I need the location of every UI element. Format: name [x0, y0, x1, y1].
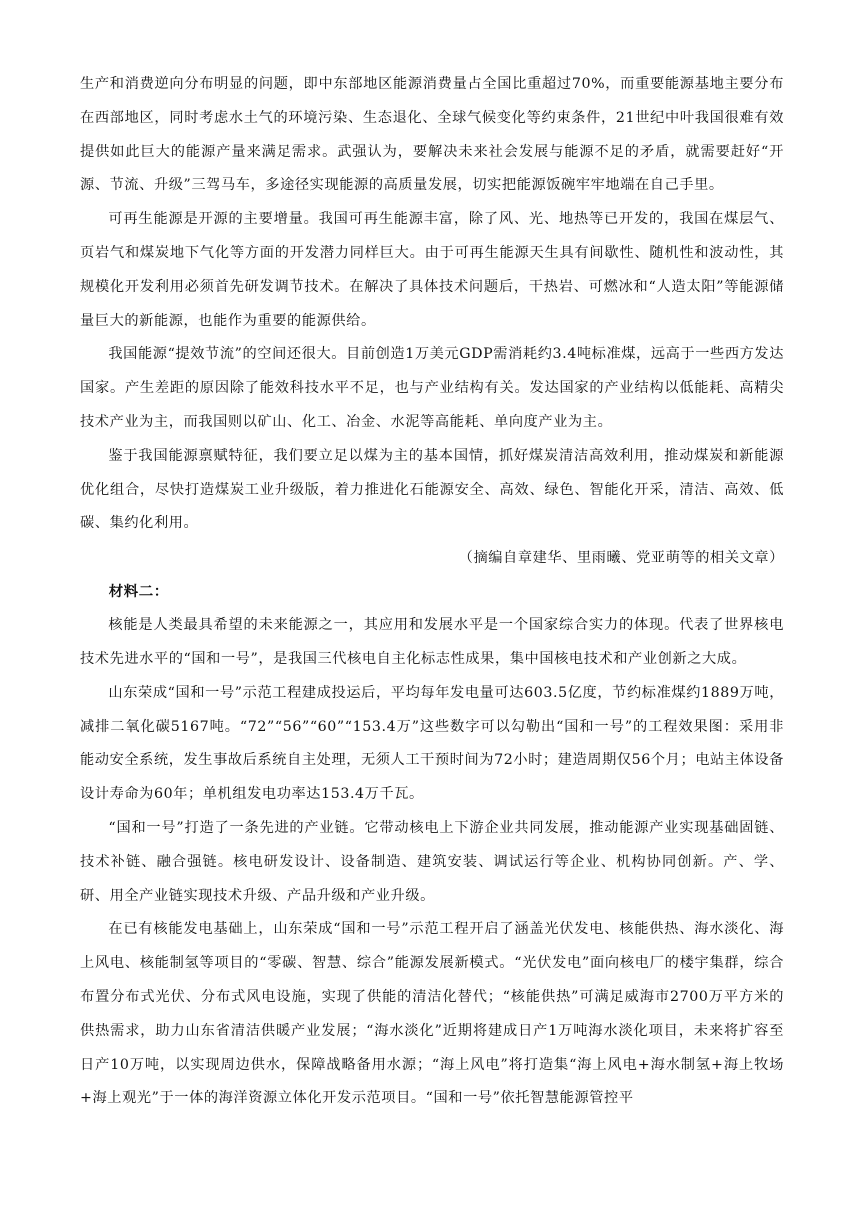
section-heading: 材料二：	[108, 583, 169, 601]
paragraph: 可再生能源是开源的主要增量。我国可再生能源丰富，除了风、光、地热等已开发的，我国在煤层气、页岩气和煤炭地下气化等方面的开发潜力同样巨大。由于可再生能源天生具有间歇性、随机性和波动性，其规模化开发利用必须首先研发调节技术。在解决了具体技术问题后，干热岩、可燃冰和“人造太阳”等能源储量巨大的新能源，也能作为重要的能源供给。	[80, 211, 784, 329]
paragraph: 山东荣成“国和一号”示范工程建成投运后，平均每年发电量可达603.5亿度，节约标准煤约1889万吨，减排二氧化碳5167吨。“72”“56”“60”“153.4万”这些数字可以勾勒出“国和一号”的工程效果图：采用非能动安全系统，发生事故后系统自主处理，无须人工干预时间为72小时；建造周期仅56个月；电站主体设备设计寿命为60年；单机组发电功率达153.4万千瓦。	[80, 684, 784, 803]
paragraph: 鉴于我国能源禀赋特征，我们要立足以煤为主的基本国情，抓好煤炭清洁高效利用，推动煤炭和新能源优化组合，尽快打造煤炭工业升级版，着力推进化石能源安全、高效、绿色、智能化开采，清洁、高效、低碳、集约化利用。	[80, 447, 784, 532]
source-note: （摘编自章建华、里雨曦、党亚萌等的相关文章）	[458, 550, 784, 567]
paragraph: 生产和消费逆向分布明显的问题，即中东部地区能源消费量占全国比重超过70%，而重要能源基地主要分布在西部地区，同时考虑水土气的环境污染、生态退化、全球气候变化等约束条件，21世纪中叶我国很难有效提供如此巨大的能源产量来满足需求。武强认为，要解决未来社会发展与能源不足的矛盾，就需要赶好“开源、节流、升级”三驾马车，多途径实现能源的高质量发展，切实把能源饭碗牢牢地端在自己手里。	[80, 76, 784, 194]
paragraph: “国和一号”打造了一条先进的产业链。它带动核电上下游企业共同发展，推动能源产业实现基础固链、技术补链、融合强链。核电研发设计、设备制造、建筑安装、调试运行等企业、机构协同创新。产、学、研、用全产业链实现技术升级、产品升级和产业升级。	[80, 819, 784, 904]
paragraph: 在已有核能发电基础上，山东荣成“国和一号”示范工程开启了涵盖光伏发电、核能供热、海水淡化、海上风电、核能制氢等项目的“零碳、智慧、综合”能源发展新模式。“光伏发电”面向核电厂的楼宇集群，综合布置分布式光伏、分布式风电设施，实现了供能的清洁化替代；“核能供热”可满足威海市2700万平方米的供热需求，助力山东省清洁供暖产业发展；“海水淡化”近期将建成日产1万吨海水淡化项目，未来将扩容至日产10万吨，以实现周边供水，保障战略备用水源；“海上风电”将打造集“海上风电+海水制氢+海上牧场+海上观光”于一体的海洋资源立体化开发示范项目。“国和一号”依托智慧能源管控平	[80, 921, 784, 1107]
document-page	[80, 68, 784, 1116]
paragraph: 我国能源“提效节流”的空间还很大。目前创造1万美元GDP需消耗约3.4吨标准煤，远高于一些西方发达国家。产生差距的原因除了能效科技水平不足，也与产业结构有关。发达国家的产业结构以低能耗、高精尖技术产业为主，而我国则以矿山、化工、冶金、水泥等高能耗、单向度产业为主。	[80, 346, 784, 430]
paragraph: 核能是人类最具希望的未来能源之一，其应用和发展水平是一个国家综合实力的体现。代表了世界核电技术先进水平的“国和一号”，是我国三代核电自主化标志性成果，集中国核电技术和产业创新之大成。	[80, 617, 784, 667]
